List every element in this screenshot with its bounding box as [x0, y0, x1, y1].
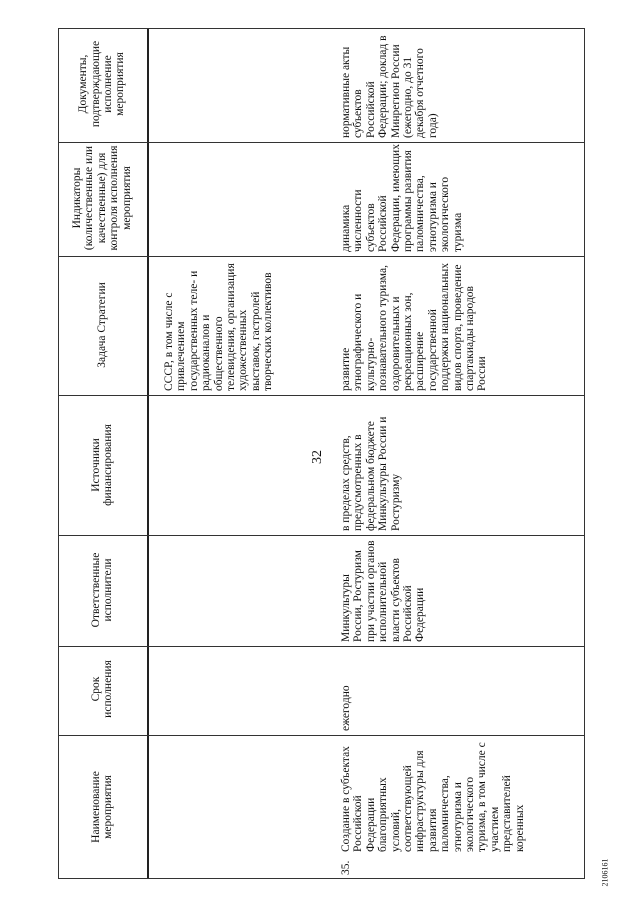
row35-name-cell: Создание в субъектах Российской Федерации благоприятных условий, соответствующей инфраструктуры для развития паломничества, этнотуризма и экологического туризма, в том числе с участием представителей коренных: [340, 742, 526, 852]
row35-number: 35.: [340, 860, 352, 875]
continuation-task-cell: СССР, в том числе с привлечением государственных теле- и радиоканалов и общественного телевидения, организация художественных выставок, гастролей творческих коллективов: [163, 263, 275, 391]
page-number: 32: [310, 450, 325, 464]
header-indicators: Индикаторы (количественные или качественные) для контроля исполнения мероприятия: [70, 145, 133, 251]
row35-responsible-cell: Минкультуры России, Ростуризм при участии органов исполнительной власти субъектов Российской Федерации: [340, 540, 427, 642]
header-deadline: Срок исполнения: [89, 660, 114, 718]
row35-documents-cell: нормативные акты субъектов Российской Федерации; доклад в Минрегион России (ежегодно, до 31 декабря отчетного года): [340, 35, 439, 138]
row35-funding-cell: в пределах средств, предусмотренных в федеральном бюджете Минкультуры России и Ростуризму: [340, 416, 402, 531]
header-documents: Документы, подтверждающие исполнение мероприятия: [77, 40, 127, 128]
row35-deadline-cell: ежегодно: [340, 685, 352, 731]
header-responsible: Ответственные исполнители: [89, 552, 114, 628]
row35-task-cell: развитие этнографического и культурно-познавательного туризма, оздоровительных и рекреационных зон, расширение государственной поддержки национальных видов спорта, проведение спартакиады народов России: [340, 263, 489, 391]
footer-code: 2106161: [600, 858, 610, 887]
header-funding: Источники финансирования: [89, 424, 114, 506]
header-name: Наименование мероприятия: [89, 771, 114, 843]
header-task: Задача Стратегии: [95, 282, 108, 368]
row35-indicators-cell: динамика численности субъектов Российской Федерации, имеющих программы развития паломничества, этнотуризма и экологического туризма: [340, 144, 464, 252]
